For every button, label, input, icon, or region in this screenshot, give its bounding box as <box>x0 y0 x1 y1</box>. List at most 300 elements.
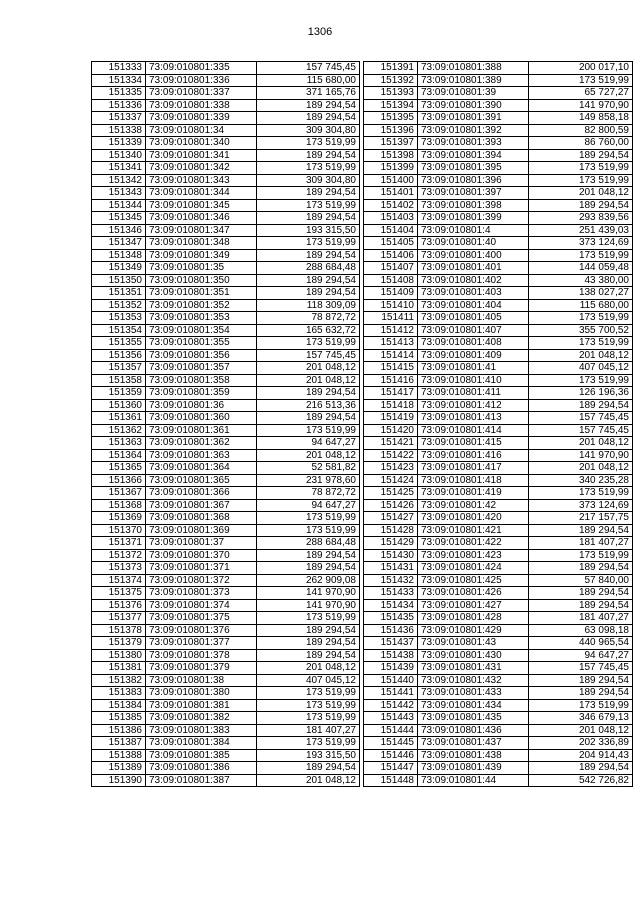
value-cell: 173 519,99 <box>257 699 360 712</box>
row-number-cell: 151411 <box>364 312 418 325</box>
table-row <box>92 749 360 762</box>
value-cell: 309 304,80 <box>257 174 360 187</box>
cadastral-number-cell: 73:09:010801:36 <box>146 399 257 412</box>
table-row <box>92 324 360 337</box>
row-number-cell: 151413 <box>364 337 418 350</box>
row-number-cell: 151335 <box>92 87 146 100</box>
row-number-cell: 151386 <box>92 724 146 737</box>
row-number-cell: 151378 <box>92 624 146 637</box>
cadastral-number-cell: 73:09:010801:418 <box>418 474 529 487</box>
row-number-cell: 151446 <box>364 749 418 762</box>
table-row <box>92 224 360 237</box>
value-cell: 189 294,54 <box>529 149 633 162</box>
cadastral-number-cell: 73:09:010801:417 <box>418 462 529 475</box>
row-number-cell: 151440 <box>364 674 418 687</box>
cadastral-number-cell: 73:09:010801:336 <box>146 74 257 87</box>
cadastral-number-cell: 73:09:010801:386 <box>146 762 257 775</box>
table-row <box>92 149 360 162</box>
cadastral-number-cell: 73:09:010801:399 <box>418 212 529 225</box>
cadastral-number-cell: 73:09:010801:388 <box>418 62 529 75</box>
value-cell: 173 519,99 <box>529 337 633 350</box>
value-cell: 115 680,00 <box>529 299 633 312</box>
row-number-cell: 151441 <box>364 687 418 700</box>
value-cell: 118 309,09 <box>257 299 360 312</box>
table-row <box>364 349 633 362</box>
table-row <box>364 687 633 700</box>
cadastral-number-cell: 73:09:010801:344 <box>146 187 257 200</box>
cadastral-number-cell: 73:09:010801:383 <box>146 724 257 737</box>
table-row <box>92 249 360 262</box>
row-number-cell: 151383 <box>92 687 146 700</box>
row-number-cell: 151390 <box>92 774 146 787</box>
value-cell: 52 581,82 <box>257 462 360 475</box>
cadastral-number-cell: 73:09:010801:428 <box>418 612 529 625</box>
table-row <box>364 774 633 787</box>
row-number-cell: 151403 <box>364 212 418 225</box>
value-cell: 262 909,08 <box>257 574 360 587</box>
value-cell: 181 407,27 <box>257 724 360 737</box>
cadastral-number-cell: 73:09:010801:429 <box>418 624 529 637</box>
row-number-cell: 151439 <box>364 662 418 675</box>
value-cell: 201 048,12 <box>257 374 360 387</box>
value-cell: 355 700,52 <box>529 324 633 337</box>
table-row <box>92 449 360 462</box>
row-number-cell: 151406 <box>364 249 418 262</box>
row-number-cell: 151425 <box>364 487 418 500</box>
value-cell: 440 965,54 <box>529 637 633 650</box>
cadastral-number-cell: 73:09:010801:43 <box>418 637 529 650</box>
row-number-cell: 151420 <box>364 424 418 437</box>
table-row <box>92 612 360 625</box>
value-cell: 173 519,99 <box>257 524 360 537</box>
table-row <box>92 462 360 475</box>
row-number-cell: 151364 <box>92 449 146 462</box>
table-row <box>92 74 360 87</box>
value-cell: 201 048,12 <box>529 349 633 362</box>
value-cell: 217 157,75 <box>529 512 633 525</box>
cadastral-number-cell: 73:09:010801:392 <box>418 124 529 137</box>
value-cell: 288 684,48 <box>257 537 360 550</box>
value-cell: 157 745,45 <box>257 62 360 75</box>
value-cell: 141 970,90 <box>257 587 360 600</box>
cadastral-number-cell: 73:09:010801:409 <box>418 349 529 362</box>
row-number-cell: 151355 <box>92 337 146 350</box>
row-number-cell: 151419 <box>364 412 418 425</box>
value-cell: 173 519,99 <box>257 237 360 250</box>
row-number-cell: 151418 <box>364 399 418 412</box>
table-row <box>364 412 633 425</box>
value-cell: 201 048,12 <box>529 724 633 737</box>
cadastral-number-cell: 73:09:010801:426 <box>418 587 529 600</box>
table-row <box>92 337 360 350</box>
cadastral-number-cell: 73:09:010801:430 <box>418 649 529 662</box>
row-number-cell: 151428 <box>364 524 418 537</box>
cadastral-number-cell: 73:09:010801:422 <box>418 537 529 550</box>
cadastral-number-cell: 73:09:010801:380 <box>146 687 257 700</box>
row-number-cell: 151344 <box>92 199 146 212</box>
row-number-cell: 151395 <box>364 112 418 125</box>
table-row <box>364 537 633 550</box>
row-number-cell: 151424 <box>364 474 418 487</box>
row-number-cell: 151388 <box>92 749 146 762</box>
row-number-cell: 151398 <box>364 149 418 162</box>
value-cell: 193 315,50 <box>257 224 360 237</box>
table-row <box>364 399 633 412</box>
cadastral-number-cell: 73:09:010801:438 <box>418 749 529 762</box>
cadastral-number-cell: 73:09:010801:349 <box>146 249 257 262</box>
row-number-cell: 151391 <box>364 62 418 75</box>
row-number-cell: 151336 <box>92 99 146 112</box>
value-cell: 189 294,54 <box>529 562 633 575</box>
value-cell: 173 519,99 <box>529 74 633 87</box>
row-number-cell: 151412 <box>364 324 418 337</box>
table-row <box>364 499 633 512</box>
table-row <box>92 274 360 287</box>
table-row <box>364 512 633 525</box>
cadastral-number-cell: 73:09:010801:390 <box>418 99 529 112</box>
cadastral-number-cell: 73:09:010801:384 <box>146 737 257 750</box>
table-row <box>364 524 633 537</box>
row-number-cell: 151338 <box>92 124 146 137</box>
table-row <box>92 112 360 125</box>
cadastral-number-cell: 73:09:010801:363 <box>146 449 257 462</box>
row-number-cell: 151352 <box>92 299 146 312</box>
row-number-cell: 151375 <box>92 587 146 600</box>
value-cell: 189 294,54 <box>257 549 360 562</box>
row-number-cell: 151333 <box>92 62 146 75</box>
row-number-cell: 151438 <box>364 649 418 662</box>
value-cell: 189 294,54 <box>257 274 360 287</box>
cadastral-number-cell: 73:09:010801:354 <box>146 324 257 337</box>
cadastral-number-cell: 73:09:010801:431 <box>418 662 529 675</box>
value-cell: 173 519,99 <box>529 699 633 712</box>
cadastral-number-cell: 73:09:010801:44 <box>418 774 529 787</box>
value-cell: 173 519,99 <box>257 162 360 175</box>
table-row <box>364 187 633 200</box>
row-number-cell: 151371 <box>92 537 146 550</box>
value-cell: 216 513,36 <box>257 399 360 412</box>
value-cell: 157 745,45 <box>257 349 360 362</box>
table-row <box>92 662 360 675</box>
table-row <box>364 362 633 375</box>
value-cell: 373 124,69 <box>529 499 633 512</box>
value-cell: 407 045,12 <box>529 362 633 375</box>
cadastral-number-cell: 73:09:010801:381 <box>146 699 257 712</box>
cadastral-number-cell: 73:09:010801:359 <box>146 387 257 400</box>
value-cell: 189 294,54 <box>529 687 633 700</box>
value-cell: 138 027,27 <box>529 287 633 300</box>
table-row <box>92 774 360 787</box>
cadastral-number-cell: 73:09:010801:360 <box>146 412 257 425</box>
cadastral-number-cell: 73:09:010801:423 <box>418 549 529 562</box>
row-number-cell: 151405 <box>364 237 418 250</box>
cadastral-number-cell: 73:09:010801:389 <box>418 74 529 87</box>
table-row <box>92 187 360 200</box>
row-number-cell: 151393 <box>364 87 418 100</box>
row-number-cell: 151389 <box>92 762 146 775</box>
row-number-cell: 151379 <box>92 637 146 650</box>
table-row <box>364 162 633 175</box>
cadastral-number-cell: 73:09:010801:34 <box>146 124 257 137</box>
cadastral-number-cell: 73:09:010801:37 <box>146 537 257 550</box>
row-number-cell: 151353 <box>92 312 146 325</box>
cadastral-number-cell: 73:09:010801:410 <box>418 374 529 387</box>
value-cell: 231 978,60 <box>257 474 360 487</box>
table-row <box>364 724 633 737</box>
cadastral-number-cell: 73:09:010801:420 <box>418 512 529 525</box>
table-row <box>364 762 633 775</box>
value-cell: 346 679,13 <box>529 712 633 725</box>
table-row <box>92 512 360 525</box>
table-row <box>92 87 360 100</box>
row-number-cell: 151360 <box>92 399 146 412</box>
cadastral-number-cell: 73:09:010801:348 <box>146 237 257 250</box>
row-number-cell: 151373 <box>92 562 146 575</box>
cadastral-number-cell: 73:09:010801:339 <box>146 112 257 125</box>
row-number-cell: 151433 <box>364 587 418 600</box>
table-row <box>92 624 360 637</box>
table-row <box>92 412 360 425</box>
cadastral-number-cell: 73:09:010801:425 <box>418 574 529 587</box>
table-row <box>92 349 360 362</box>
row-number-cell: 151401 <box>364 187 418 200</box>
cadastral-number-cell: 73:09:010801:402 <box>418 274 529 287</box>
cadastral-number-cell: 73:09:010801:338 <box>146 99 257 112</box>
row-number-cell: 151356 <box>92 349 146 362</box>
row-number-cell: 151367 <box>92 487 146 500</box>
table-row <box>92 524 360 537</box>
value-cell: 173 519,99 <box>529 162 633 175</box>
value-cell: 189 294,54 <box>257 762 360 775</box>
row-number-cell: 151343 <box>92 187 146 200</box>
row-number-cell: 151429 <box>364 537 418 550</box>
row-number-cell: 151416 <box>364 374 418 387</box>
row-number-cell: 151380 <box>92 649 146 662</box>
row-number-cell: 151392 <box>364 74 418 87</box>
row-number-cell: 151348 <box>92 249 146 262</box>
table-row <box>364 87 633 100</box>
row-number-cell: 151341 <box>92 162 146 175</box>
value-cell: 173 519,99 <box>529 249 633 262</box>
row-number-cell: 151381 <box>92 662 146 675</box>
table-row <box>364 674 633 687</box>
cadastral-number-cell: 73:09:010801:391 <box>418 112 529 125</box>
value-cell: 78 872,72 <box>257 312 360 325</box>
table-row <box>92 499 360 512</box>
cadastral-number-cell: 73:09:010801:413 <box>418 412 529 425</box>
cadastral-number-cell: 73:09:010801:436 <box>418 724 529 737</box>
table-row <box>364 437 633 450</box>
value-cell: 173 519,99 <box>257 337 360 350</box>
row-number-cell: 151387 <box>92 737 146 750</box>
row-number-cell: 151426 <box>364 499 418 512</box>
table-row <box>92 124 360 137</box>
cadastral-number-cell: 73:09:010801:347 <box>146 224 257 237</box>
value-cell: 157 745,45 <box>529 412 633 425</box>
value-cell: 173 519,99 <box>529 312 633 325</box>
table-row <box>364 324 633 337</box>
value-cell: 65 727,27 <box>529 87 633 100</box>
table-row <box>364 587 633 600</box>
value-cell: 157 745,45 <box>529 424 633 437</box>
value-cell: 141 970,90 <box>529 99 633 112</box>
value-cell: 201 048,12 <box>257 362 360 375</box>
table-row <box>364 199 633 212</box>
row-number-cell: 151447 <box>364 762 418 775</box>
table-row <box>92 637 360 650</box>
cadastral-number-cell: 73:09:010801:377 <box>146 637 257 650</box>
value-cell: 189 294,54 <box>257 249 360 262</box>
cadastral-number-cell: 73:09:010801:350 <box>146 274 257 287</box>
value-cell: 63 098,18 <box>529 624 633 637</box>
row-number-cell: 151357 <box>92 362 146 375</box>
table-row <box>92 424 360 437</box>
row-number-cell: 151382 <box>92 674 146 687</box>
value-cell: 288 684,48 <box>257 262 360 275</box>
row-number-cell: 151369 <box>92 512 146 525</box>
row-number-cell: 151430 <box>364 549 418 562</box>
table-row <box>364 624 633 637</box>
cadastral-number-cell: 73:09:010801:353 <box>146 312 257 325</box>
row-number-cell: 151436 <box>364 624 418 637</box>
value-cell: 309 304,80 <box>257 124 360 137</box>
cadastral-number-cell: 73:09:010801:355 <box>146 337 257 350</box>
table-row <box>364 562 633 575</box>
cadastral-number-cell: 73:09:010801:364 <box>146 462 257 475</box>
cadastral-number-cell: 73:09:010801:38 <box>146 674 257 687</box>
value-cell: 201 048,12 <box>257 774 360 787</box>
value-cell: 173 519,99 <box>529 487 633 500</box>
row-number-cell: 151366 <box>92 474 146 487</box>
value-cell: 94 647,27 <box>529 649 633 662</box>
table-row <box>92 62 360 75</box>
table-row <box>92 312 360 325</box>
table-row <box>92 474 360 487</box>
value-cell: 173 519,99 <box>257 612 360 625</box>
value-cell: 189 294,54 <box>529 762 633 775</box>
table-row <box>364 424 633 437</box>
table-row <box>364 462 633 475</box>
cadastral-number-cell: 73:09:010801:42 <box>418 499 529 512</box>
row-number-cell: 151339 <box>92 137 146 150</box>
row-number-cell: 151397 <box>364 137 418 150</box>
value-cell: 141 970,90 <box>529 449 633 462</box>
table-row <box>364 637 633 650</box>
row-number-cell: 151334 <box>92 74 146 87</box>
table-row <box>92 549 360 562</box>
table-row <box>92 762 360 775</box>
table-row <box>92 649 360 662</box>
cadastral-number-cell: 73:09:010801:424 <box>418 562 529 575</box>
table-row <box>364 662 633 675</box>
value-cell: 340 235,28 <box>529 474 633 487</box>
value-cell: 94 647,27 <box>257 437 360 450</box>
cadastral-number-cell: 73:09:010801:427 <box>418 599 529 612</box>
cadastral-number-cell: 73:09:010801:408 <box>418 337 529 350</box>
row-number-cell: 151340 <box>92 149 146 162</box>
cadastral-number-cell: 73:09:010801:369 <box>146 524 257 537</box>
table-row <box>92 674 360 687</box>
value-cell: 173 519,99 <box>529 549 633 562</box>
value-cell: 181 407,27 <box>529 537 633 550</box>
row-number-cell: 151443 <box>364 712 418 725</box>
row-number-cell: 151399 <box>364 162 418 175</box>
cadastral-number-cell: 73:09:010801:335 <box>146 62 257 75</box>
cadastral-number-cell: 73:09:010801:411 <box>418 387 529 400</box>
table-row <box>364 112 633 125</box>
row-number-cell: 151402 <box>364 199 418 212</box>
row-number-cell: 151421 <box>364 437 418 450</box>
table-row <box>92 574 360 587</box>
cadastral-number-cell: 73:09:010801:340 <box>146 137 257 150</box>
table-row <box>92 437 360 450</box>
cadastral-number-cell: 73:09:010801:382 <box>146 712 257 725</box>
table-row <box>364 749 633 762</box>
cadastral-number-cell: 73:09:010801:435 <box>418 712 529 725</box>
value-cell: 407 045,12 <box>257 674 360 687</box>
cadastral-number-cell: 73:09:010801:345 <box>146 199 257 212</box>
row-number-cell: 151408 <box>364 274 418 287</box>
table-row <box>364 699 633 712</box>
value-cell: 189 294,54 <box>257 412 360 425</box>
cadastral-number-cell: 73:09:010801:343 <box>146 174 257 187</box>
table-row <box>92 299 360 312</box>
table-row <box>92 174 360 187</box>
value-cell: 201 048,12 <box>529 462 633 475</box>
value-cell: 200 017,10 <box>529 62 633 75</box>
row-number-cell: 151342 <box>92 174 146 187</box>
row-number-cell: 151427 <box>364 512 418 525</box>
cadastral-number-cell: 73:09:010801:357 <box>146 362 257 375</box>
cadastral-number-cell: 73:09:010801:352 <box>146 299 257 312</box>
value-cell: 57 840,00 <box>529 574 633 587</box>
value-cell: 86 760,00 <box>529 137 633 150</box>
cadastral-number-cell: 73:09:010801:351 <box>146 287 257 300</box>
cadastral-number-cell: 73:09:010801:379 <box>146 662 257 675</box>
value-cell: 189 294,54 <box>257 562 360 575</box>
value-cell: 293 839,56 <box>529 212 633 225</box>
table-row <box>364 337 633 350</box>
value-cell: 201 048,12 <box>257 662 360 675</box>
row-number-cell: 151354 <box>92 324 146 337</box>
table-row <box>92 562 360 575</box>
table-row <box>92 199 360 212</box>
value-cell: 189 294,54 <box>529 674 633 687</box>
value-cell: 189 294,54 <box>257 112 360 125</box>
cadastral-number-cell: 73:09:010801:432 <box>418 674 529 687</box>
table-row <box>364 449 633 462</box>
table-row <box>364 99 633 112</box>
row-number-cell: 151370 <box>92 524 146 537</box>
cadastral-number-cell: 73:09:010801:366 <box>146 487 257 500</box>
value-cell: 251 439,03 <box>529 224 633 237</box>
table-row <box>364 137 633 150</box>
row-number-cell: 151445 <box>364 737 418 750</box>
cadastral-number-cell: 73:09:010801:376 <box>146 624 257 637</box>
cadastral-number-cell: 73:09:010801:361 <box>146 424 257 437</box>
value-cell: 173 519,99 <box>257 199 360 212</box>
cadastral-number-cell: 73:09:010801:374 <box>146 599 257 612</box>
row-number-cell: 151422 <box>364 449 418 462</box>
table-row <box>92 399 360 412</box>
cadastral-number-cell: 73:09:010801:400 <box>418 249 529 262</box>
row-number-cell: 151351 <box>92 287 146 300</box>
value-cell: 371 165,76 <box>257 87 360 100</box>
table-row <box>92 237 360 250</box>
cadastral-number-cell: 73:09:010801:373 <box>146 587 257 600</box>
row-number-cell: 151385 <box>92 712 146 725</box>
cadastral-number-cell: 73:09:010801:397 <box>418 187 529 200</box>
